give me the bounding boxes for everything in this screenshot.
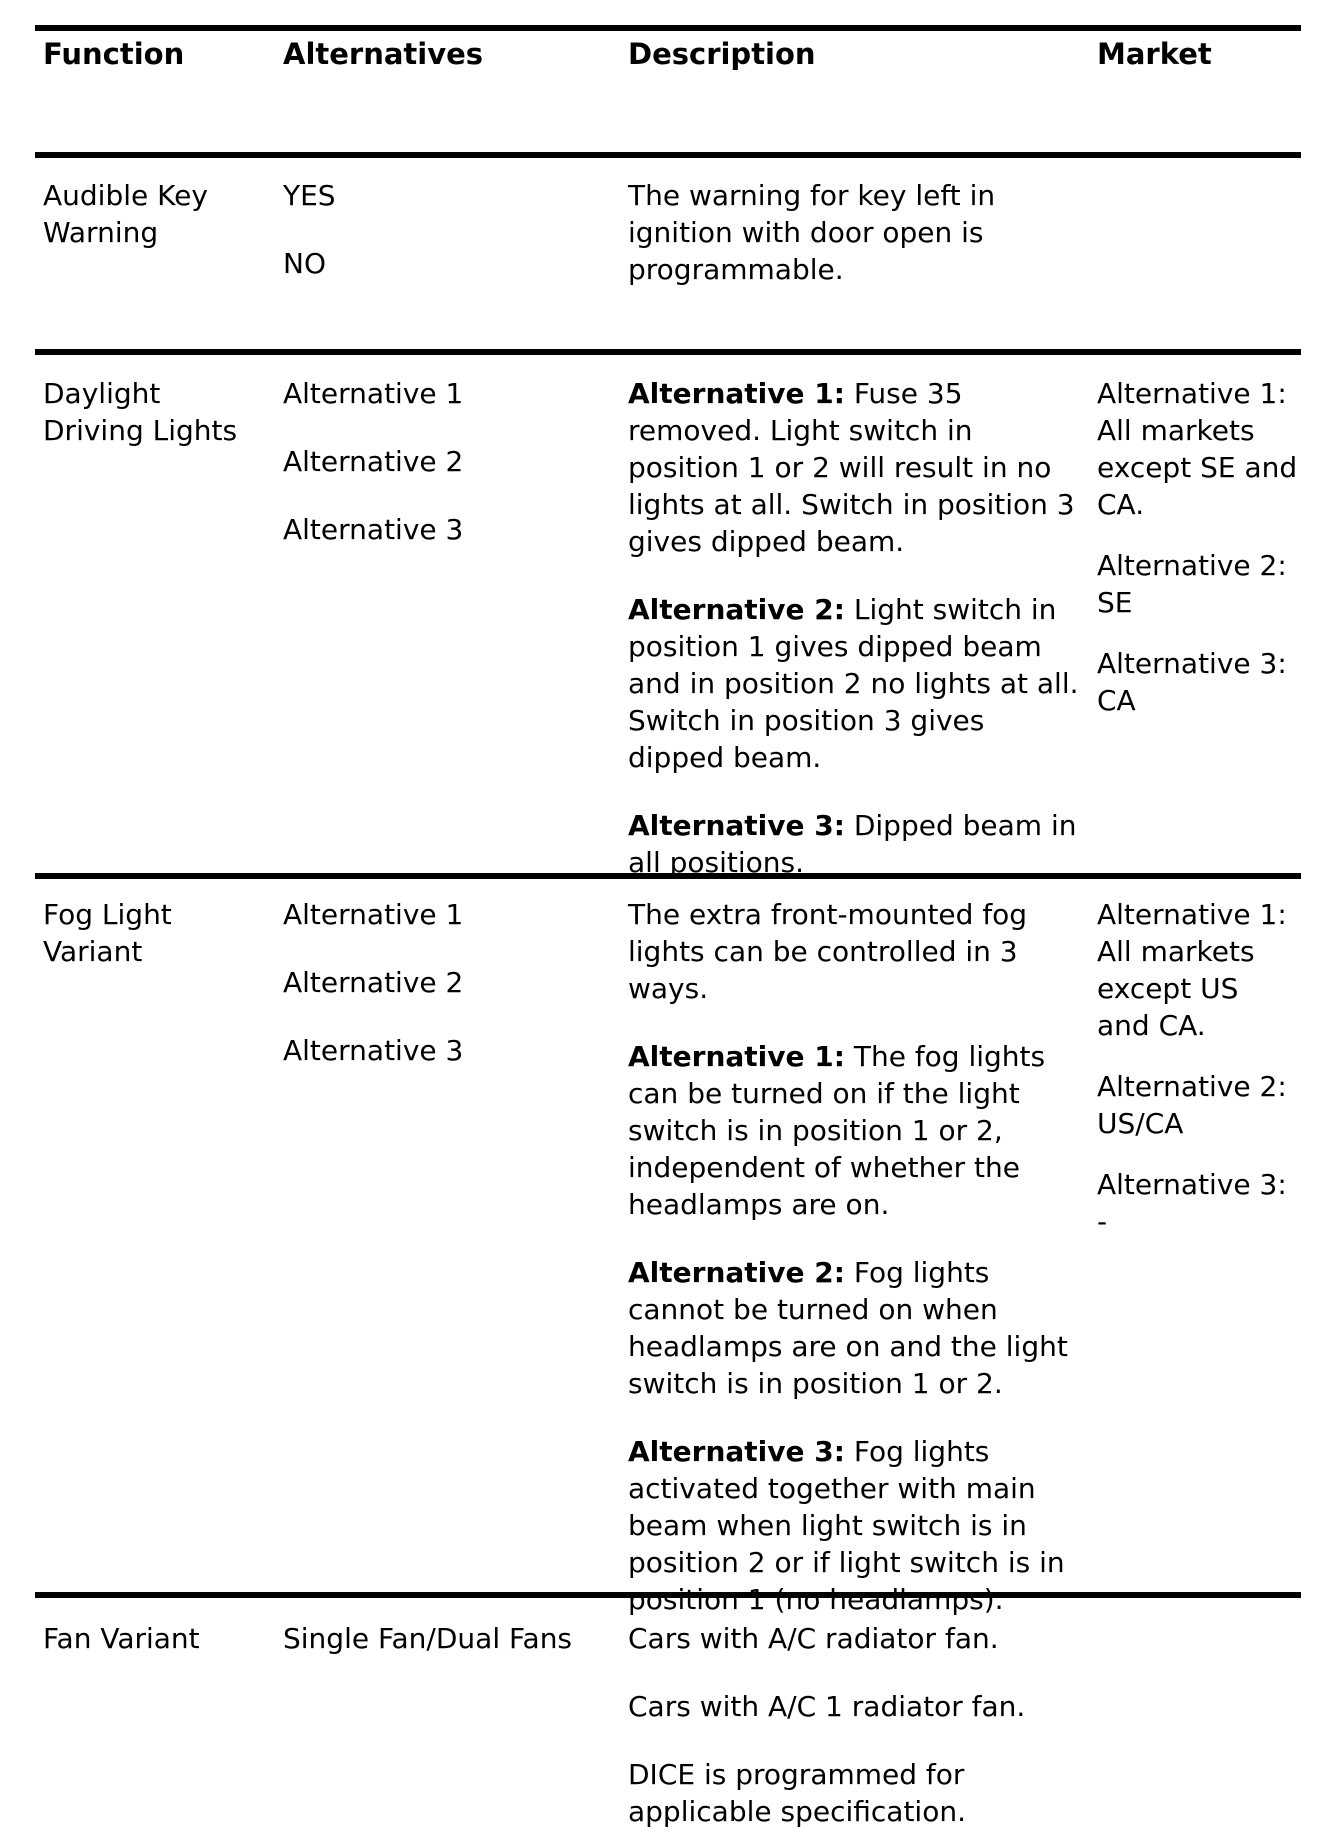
description-paragraph-text: Fog lights cannot be turned on when headlamps are on and the light switch is in position 1 or 2. bbox=[628, 1256, 1068, 1400]
alternative-item: Alternative 3 bbox=[283, 513, 464, 546]
market-cell bbox=[1097, 177, 1299, 349]
description-paragraph-text: Cars with A/C 1 radiator fan. bbox=[628, 1690, 1026, 1723]
description-paragraph bbox=[628, 896, 1088, 1007]
column-header-function: Function bbox=[43, 37, 185, 71]
description-paragraph-text: Light switch in position 1 gives dipped beam and in position 2 no lights at all. Switch in position 3 gives dipped beam. bbox=[628, 593, 1079, 774]
alternatives-cell bbox=[283, 177, 628, 349]
alternative-item: Alternative 2 bbox=[283, 445, 464, 478]
function-cell: Fan Variant bbox=[43, 1622, 200, 1655]
column-header-market: Market bbox=[1097, 37, 1212, 71]
alternative-item: Alternative 3 bbox=[283, 1034, 464, 1067]
function-cell: Daylight Driving Lights bbox=[43, 377, 238, 447]
market-item: Alternative 3: CA bbox=[1097, 647, 1287, 717]
description-paragraph bbox=[628, 807, 1088, 881]
function-cell: Fog Light Variant bbox=[43, 898, 172, 968]
market-item: Alternative 1: All markets except SE and CA. bbox=[1097, 377, 1298, 521]
alternatives-cell bbox=[283, 896, 628, 1618]
description-paragraph bbox=[628, 1688, 1088, 1725]
description-cell bbox=[628, 375, 1088, 881]
description-paragraph-lead: Alternative 3: bbox=[628, 1435, 845, 1468]
description-paragraph bbox=[628, 1254, 1088, 1402]
description-paragraph-text: DICE is programmed for applicable specification. bbox=[628, 1758, 966, 1828]
description-paragraph-text: The extra front-mounted fog lights can be controlled in 3 ways. bbox=[628, 898, 1028, 1005]
market-item: Alternative 3: - bbox=[1097, 1168, 1287, 1238]
table-row-fan-variant bbox=[35, 1598, 1301, 1848]
alternatives-cell bbox=[283, 375, 628, 881]
description-paragraph-text: Fuse 35 removed. Light switch in position 1 or 2 will result in no lights at all. Switch in position 3 gives dipped beam. bbox=[628, 377, 1075, 558]
description-paragraph-lead: Alternative 1: bbox=[628, 377, 845, 410]
description-paragraph bbox=[628, 591, 1088, 776]
market-cell bbox=[1097, 896, 1299, 1618]
column-header-alternatives: Alternatives bbox=[283, 37, 484, 71]
market-item: Alternative 2: US/CA bbox=[1097, 1070, 1287, 1140]
description-paragraph-text: The fog lights can be turned on if the light switch is in position 1 or 2, independent of whether the headlamps are on. bbox=[628, 1040, 1046, 1221]
alternative-item: Alternative 2 bbox=[283, 966, 464, 999]
market-item: Alternative 2: SE bbox=[1097, 549, 1287, 619]
alternative-item: Alternative 1 bbox=[283, 898, 464, 931]
table-row-daylight-driving-lights bbox=[35, 355, 1301, 879]
description-paragraph-lead: Alternative 2: bbox=[628, 593, 845, 626]
alternative-item: Alternative 1 bbox=[283, 377, 464, 410]
function-cell: Audible Key Warning bbox=[43, 179, 208, 249]
alternative-item: YES bbox=[283, 179, 336, 212]
description-cell bbox=[628, 896, 1088, 1618]
description-paragraph-text: Dipped beam in all positions. bbox=[628, 809, 1077, 879]
market-item: Alternative 1: All markets except US and CA. bbox=[1097, 898, 1287, 1042]
description-paragraph bbox=[628, 1433, 1088, 1618]
description-paragraph bbox=[628, 375, 1088, 560]
table-row-audible-key-warning bbox=[35, 158, 1301, 349]
description-paragraph-lead: Alternative 2: bbox=[628, 1256, 845, 1289]
alternative-item: NO bbox=[283, 247, 326, 280]
description-paragraph-text: Cars with A/C radiator fan. bbox=[628, 1622, 999, 1655]
table-row-fog-light-variant bbox=[35, 879, 1301, 1616]
description-paragraph bbox=[628, 1620, 1088, 1657]
description-paragraph bbox=[628, 1756, 1088, 1830]
description-paragraph-text: Fog lights activated together with main beam when light switch is in position 2 or if light switch is in position 1 (no headlamps). bbox=[628, 1435, 1065, 1616]
description-paragraph-lead: Alternative 1: bbox=[628, 1040, 845, 1073]
market-cell bbox=[1097, 1620, 1299, 1830]
specification-table bbox=[35, 0, 1301, 1848]
alternatives-cell bbox=[283, 1620, 628, 1830]
alternative-item: Single Fan/Dual Fans bbox=[283, 1622, 573, 1655]
description-paragraph-text: The warning for key left in ignition with door open is programmable. bbox=[628, 179, 996, 286]
description-paragraph bbox=[628, 177, 1088, 288]
description-paragraph-lead: Alternative 3: bbox=[628, 809, 845, 842]
table-header-row bbox=[35, 31, 1301, 152]
market-cell bbox=[1097, 375, 1299, 881]
description-cell bbox=[628, 1620, 1088, 1830]
description-cell bbox=[628, 177, 1088, 349]
description-paragraph bbox=[628, 1038, 1088, 1223]
column-header-description: Description bbox=[628, 37, 816, 71]
